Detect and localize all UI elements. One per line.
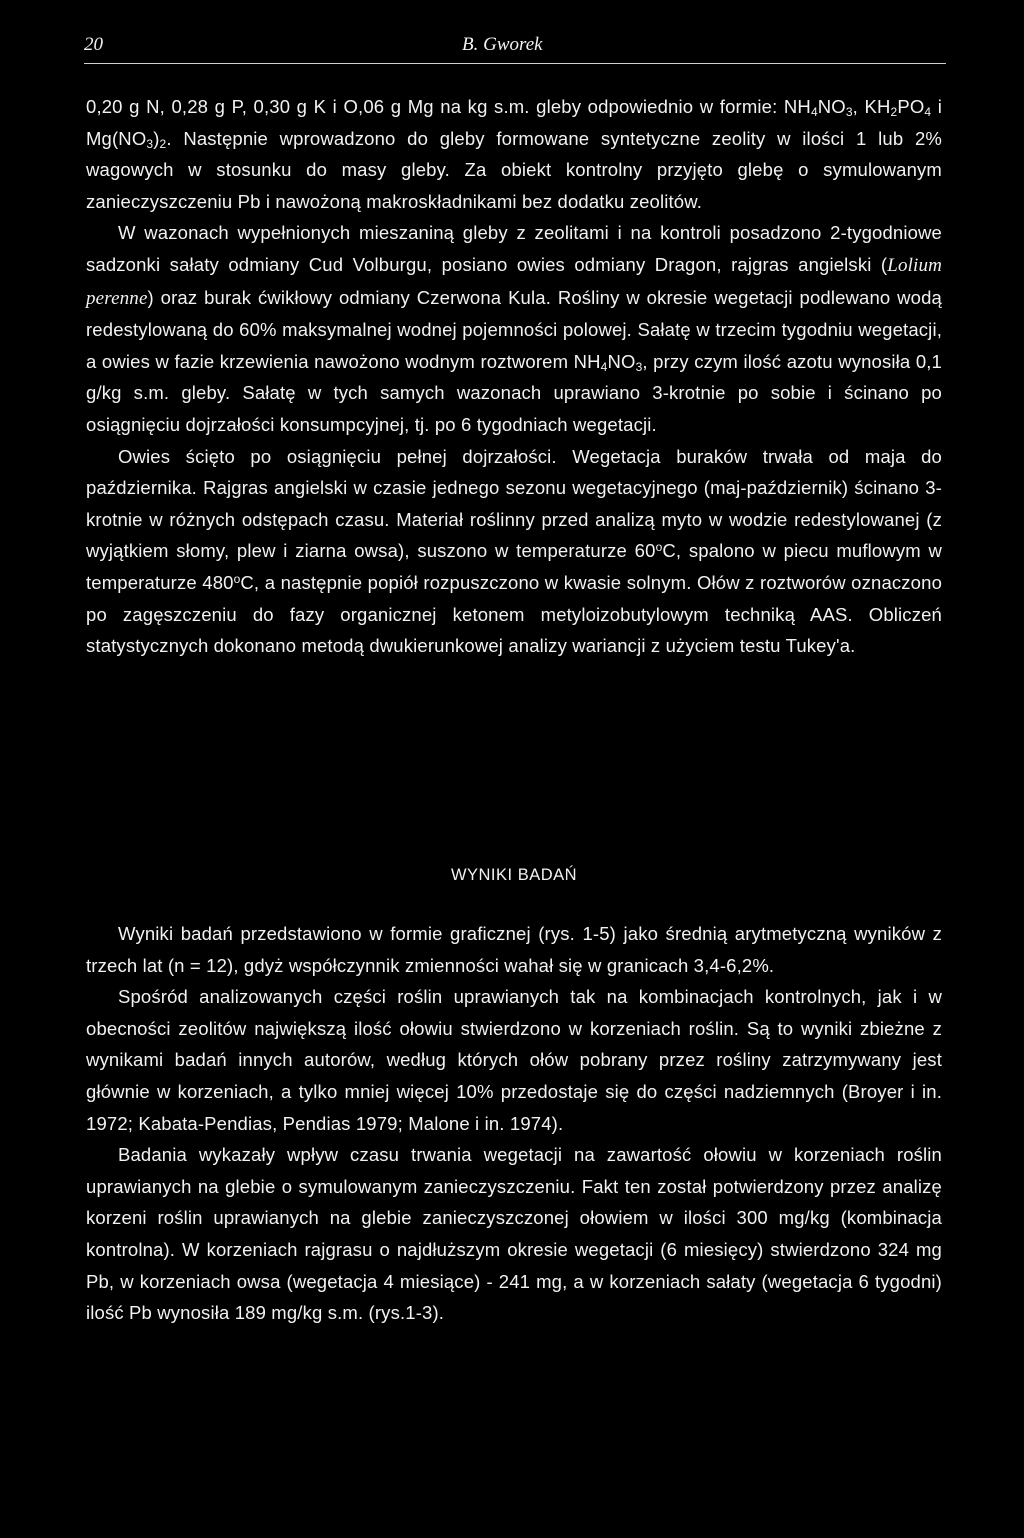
results-section bbox=[86, 918, 942, 1329]
species-name: Lolium perenne bbox=[86, 254, 942, 309]
methods-paragraph-2: W wazonach wypełnionych mieszaniną gleby z zeolitami i na kontroli posadzono 2-tygodniowe sadzonki sałaty odmiany Cud Volburgu, posiano owies odmiany Dragon, rajgras angielski (Lolium perenne) oraz burak ćwikłowy odmiany Czerwona Kula. Rośliny w okresie wegetacji podlewano wodą redestylowaną do 60% maksymalnej wodnej pojemności polowej. Sałatę w trzecim tygodniu wegetacji, a owies w fazie krzewienia nawożono wodnym roztworem $NH_4NO_3$, przy czym ilość azotu wynosiła 0,1 g/kg s.m. gleby. Sałatę w tych samych wazonach uprawiano 3-krotnie po sobie i ścinano po osiągnięciu dojrzałości konsumpcyjnej, tj. po 6 tygodniach wegetacji. bbox=[86, 222, 942, 435]
methods-paragraph-3: Owies ścięto po osiągnięciu pełnej dojrzałości. Wegetacja buraków trwała od maja do października. Rajgras angielski w czasie jednego sezonu wegetacyjnego (maj-październik) ścinano 3-krotnie w różnych odstępach czasu. Materiał roślinny przed analizą myto w wodzie redestylowanej (z wyjątkiem słomy, plew i ziarna owsa), suszono w temperaturze 60$^o$C, spalono w piecu muflowym w temperaturze 480$^o$C, a następnie popiół rozpuszczono w kwasie solnym. Ołów z roztworów oznaczono po zagęszczeniu do fazy organicznej ketonem metyloizobutylowym techniką AAS. Obliczeń statystycznych dokonano metodą dwukierunkowej analizy wariancji z użyciem testu Tukey'a. bbox=[86, 445, 943, 657]
page-number: 20 bbox=[84, 34, 103, 55]
running-head-author: B. Gworek bbox=[462, 34, 543, 55]
header-rule bbox=[84, 63, 946, 64]
methods-section bbox=[86, 91, 942, 662]
section-heading: WYNIKI BADAŃ bbox=[450, 866, 578, 884]
running-header bbox=[84, 34, 946, 60]
results-paragraph-1: Wyniki badań przedstawiono w formie graficznej (rys. 1-5) jako średnią arytmetyczną wyników z trzech lat (n = 12), gdyż współczynnik zmienności wahał się w granicach 3,4-6,2%. bbox=[86, 923, 942, 976]
results-paragraph-2: Spośród analizowanych części roślin uprawianych tak na kombinacjach kontrolnych, jak i w obecności zeolitów największą ilość ołowiu stwierdzono w korzeniach roślin. Są to wyniki zbieżne z wynikami badań innych autorów, według których ołów pobrany przez rośliny zatrzymywany jest głównie w korzeniach, a tylko mniej więcej 10% przedostaje się do części nadziemnych (Broyer i in. 1972; Kabata-Pendias, Pendias 1979; Malone i in. 1974). bbox=[86, 986, 942, 1134]
results-paragraph-3: Badania wykazały wpływ czasu trwania wegetacji na zawartość ołowiu w korzeniach roślin uprawianych na glebie o symulowanym zanieczyszczeniu. Fakt ten został potwierdzony przez analizę korzeni roślin uprawianych na glebie zanieczyszczonej ołowiem w ilości 300 mg/kg (kombinacja kontrolna). W korzeniach rajgrasu o najdłuższym okresie wegetacji (6 miesięcy) stwierdzono 324 mg Pb, w korzeniach owsa (wegetacja 4 miesiące) - 241 mg, a w korzeniach sałaty (wegetacja 6 tygodni) ilość Pb wynosiła 189 mg/kg s.m. (rys.1-3). bbox=[86, 1144, 942, 1324]
methods-paragraph-1: 0,20 g N, 0,28 g P, 0,30 g K i O,06 g Mg na kg s.m. gleby odpowiednio w formie: $NH_4NO_3$, $KH_2PO_4$ i $Mg(NO_3)_2$. Następnie wprowadzono do gleby formowane syntetyczne zeolity w ilości 1 lub 2% wagowych w stosunku do masy gleby. Za obiekt kontrolny przyjęto glebę o symulowanym zanieczyszczeniu Pb i nawożoną makroskładnikami bez dodatku zeolitów. bbox=[86, 96, 942, 212]
